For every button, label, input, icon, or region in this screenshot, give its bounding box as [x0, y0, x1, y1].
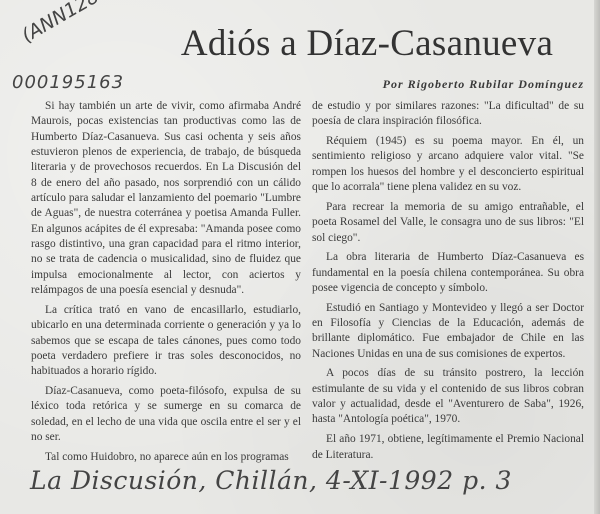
paragraph: Si hay también un arte de vivir, como afirmaba André Maurois, pocas existencias tan productivas como las de Humberto Díaz-Casanueva. Sus casi ochenta y seis años estuvieron plenos de experiencia, de trabajo, de búsqueda literaria y de provechosos recuerdos. En La Discusión del 8 de enero del año pasado, nos sorprendió con un cálido artículo para saludar el lanzamiento del poemario "Lumbre de Aguas", de nuestra coterránea y poetisa Amanda Fuller. En algunos acápites de él expresaba: "Amanda posee como rasgo distintivo, una gran capacidad para el ritmo interior, no se trata de cadencia o musicalidad, sino de fluidez que impulsa emocionalmente al lector, con aciertos y relámpagos de una poesía esencial y desnuda". [31, 100, 301, 297]
paragraph: La crítica trató en vano de encasillarlo, estudiarlo, ubicarlo en una determinada corriente o generación y ya lo sabemos que se escapa de tales cánones, pues como todo poeta verdadero prefiere ir tras soles desconocidos, no habituados a horario rígido. [31, 303, 301, 378]
paragraph: A pocos días de su tránsito postrero, la lección estimulante de su vida y el contenido de sus libros cobran valor y actualidad, desde el "Aventurero de Saba", 1926, hasta "Antología poética", 1970. [312, 367, 584, 426]
page-edge [594, 0, 600, 514]
handwritten-source-note: La Discusión, Chillán, 4-XI-1992 p. 3 [30, 466, 512, 495]
paragraph: de estudio y por similares razones: "La dificultad" de su poesía de clara inspiración filosófica. [312, 100, 584, 128]
article-title: Adiós a Díaz-Casanueva [180, 23, 554, 64]
paragraph: Para recrear la memoria de su amigo entrañable, el poeta Rosamel del Valle, le consagra uno de sus libros: "El sol ciego". [312, 200, 584, 244]
article-byline: Por Rigoberto Rubilar Domínguez [382, 77, 584, 91]
handwritten-record-number: 000195163 [12, 72, 125, 93]
paragraph: Díaz-Casanueva, como poeta-filósofo, expulsa de su léxico toda retórica y se sumerge en su comarca de soledad, en el lecho de una vida que oscila entre el ser y el no ser. [31, 384, 301, 443]
paragraph: Tal como Huidobro, no aparece aún en los programas [45, 450, 289, 463]
paragraph: Réquiem (1945) es su poema mayor. En él, un sentimiento religioso y arcano adquiere valor vital. "Se rompen los huesos del hombre y el desconcierto espiritual que lo acorrala" tiene plena validez en su voz. [312, 135, 584, 194]
right-column [312, 99, 584, 467]
paragraph: La obra literaria de Humberto Díaz-Casanueva es fundamental en la poesía chilena contemporánea. Su obra posee vigencia de concepto y símbolo. [312, 251, 584, 294]
left-column [31, 99, 301, 469]
paragraph: El año 1971, obtiene, legítimamente el Premio Nacional de Literatura. [312, 433, 584, 461]
paragraph: Estudió en Santiago y Montevideo y llegó a ser Doctor en Filosofía y Ciencias de la Educación, además de brillante diplomático. Fue embajador de Chile en las Naciones Unidas en una de sus comisiones de expertos. [312, 301, 584, 360]
